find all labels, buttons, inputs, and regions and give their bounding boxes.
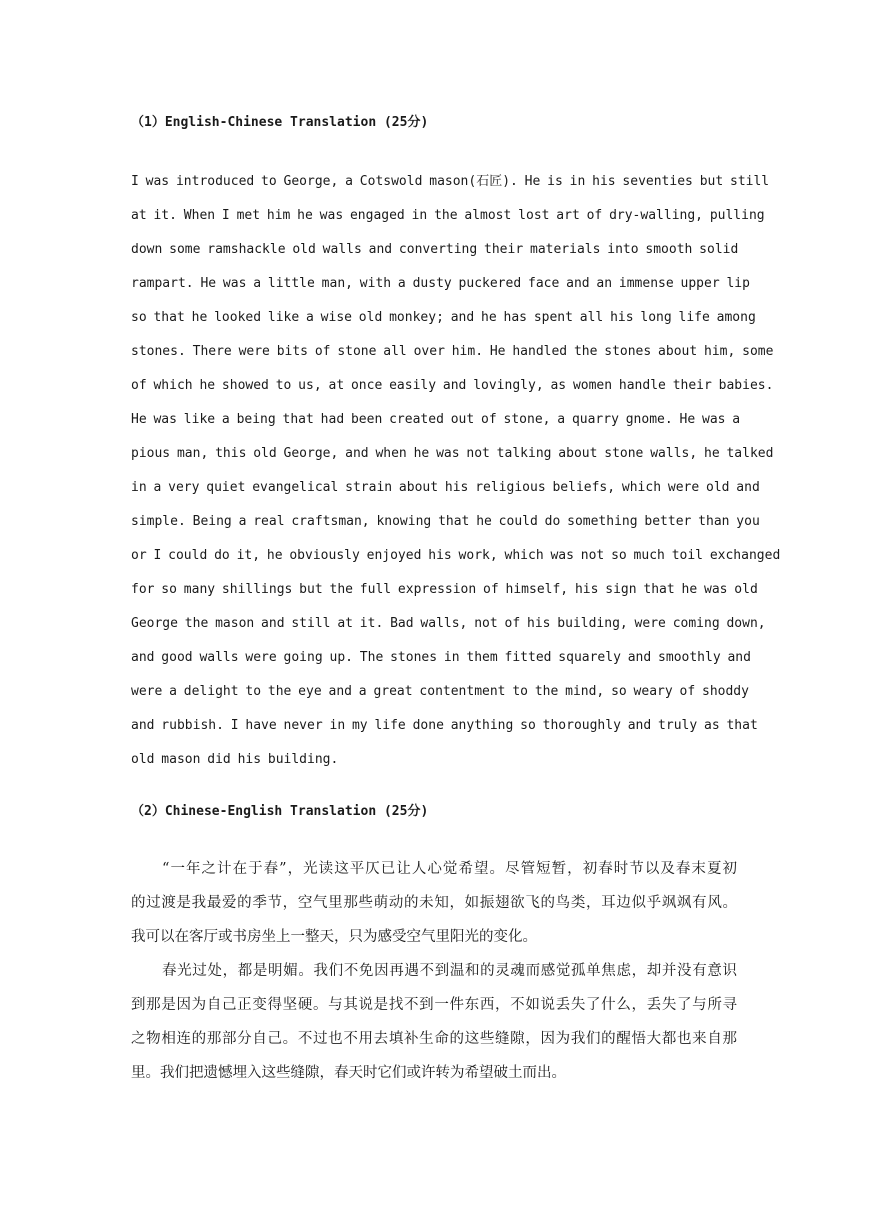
passage-line: 之物相连的那部分自己。不过也不用去填补生命的这些缝隙，因为我们的醒悟大都也来自那 <box>131 1031 737 1047</box>
passage-line: at it. When I met him he was engaged in the almost lost art of dry-walling, pulling <box>131 208 765 223</box>
passage-line: George the mason and still at it. Bad walls, not of his building, were coming down, <box>131 616 766 631</box>
passage-line: 的过渡是我最爱的季节，空气里那些萌动的未知，如振翅欲飞的鸟类，耳边似乎飒飒有风。 <box>131 895 737 911</box>
chinese-paragraph-2 <box>131 954 737 1090</box>
passage-line: were a delight to the eye and a great contentment to the mind, so weary of shoddy <box>131 684 749 699</box>
passage-line: of which he showed to us, at once easily and lovingly, as women handle their babies. <box>131 378 774 393</box>
passage-line: simple. Being a real craftsman, knowing that he could do something better than you <box>131 514 760 529</box>
chinese-passage <box>131 852 737 1090</box>
passage-line: 春光过处，都是明媚。我们不免因再遇不到温和的灵魂而感觉孤单焦虑，却并没有意识 <box>162 963 737 979</box>
chinese-paragraph-1 <box>131 852 737 954</box>
passage-line: and good walls were going up. The stones in them fitted squarely and smoothly and <box>131 650 751 665</box>
english-passage <box>131 165 781 777</box>
passage-line: old mason did his building. <box>131 752 339 767</box>
passage-line: and rubbish. I have never in my life done anything so thoroughly and truly as that <box>131 718 758 733</box>
passage-line: He was like a being that had been created out of stone, a quarry gnome. He was a <box>131 412 741 427</box>
passage-line: “一年之计在于春”，光读这平仄已让人心觉希望。尽管短暂，初春时节以及春末夏初 <box>162 861 737 877</box>
passage-line: 到那是因为自己正变得坚硬。与其说是找不到一件东西，不如说丢失了什么，丢失了与所寻 <box>131 997 737 1013</box>
passage-line: down some ramshackle old walls and converting their materials into smooth solid <box>131 242 739 257</box>
passage-line: pious man, this old George, and when he was not talking about stone walls, he talked <box>131 446 774 461</box>
passage-line: 我可以在客厅或书房坐上一整天，只为感受空气里阳光的变化。 <box>131 929 537 945</box>
passage-line: in a very quiet evangelical strain about his religious beliefs, which were old and <box>131 480 760 495</box>
section-heading-english-chinese: （1）English-Chinese Translation (25分) <box>131 115 429 130</box>
section-heading-chinese-english: （2）Chinese-English Translation (25分) <box>131 804 429 819</box>
passage-line: so that he looked like a wise old monkey; and he has spent all his long life among <box>131 310 756 325</box>
passage-line: I was introduced to George, a Cotswold mason(石匠). He is in his seventies but still <box>131 174 770 189</box>
passage-line: 里。我们把遗憾埋入这些缝隙，春天时它们或许转为希望破土而出。 <box>131 1065 566 1081</box>
passage-line: or I could do it, he obviously enjoyed his work, which was not so much toil exchanged <box>131 548 781 563</box>
passage-line: stones. There were bits of stone all over him. He handled the stones about him, some <box>131 344 774 359</box>
passage-line: for so many shillings but the full expression of himself, his sign that he was old <box>131 582 758 597</box>
passage-line: rampart. He was a little man, with a dusty puckered face and an immense upper lip <box>131 276 750 291</box>
